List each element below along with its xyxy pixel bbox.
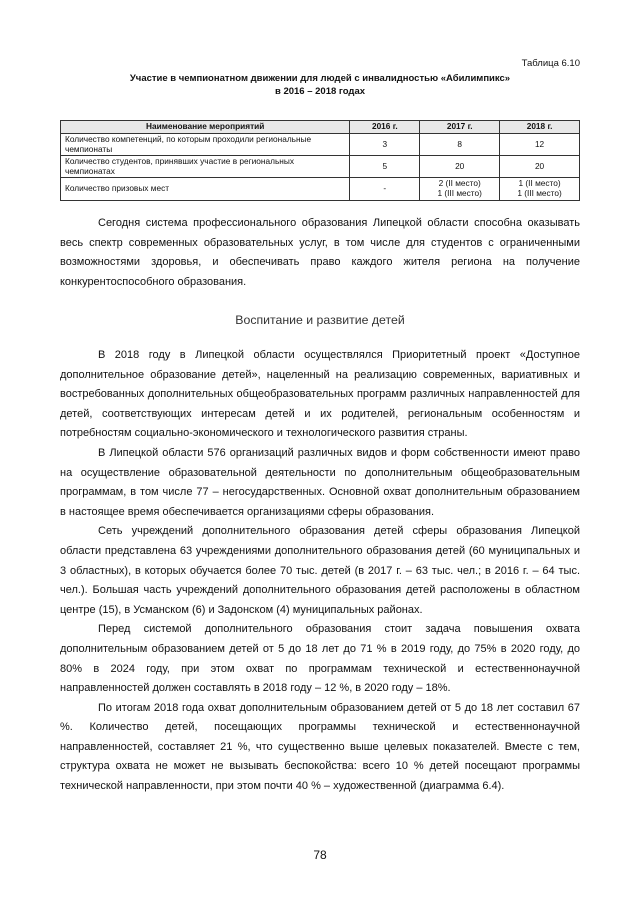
table-header-row — [61, 121, 580, 134]
cell-2017 — [420, 178, 500, 200]
section-title: Воспитание и развитие детей — [235, 313, 405, 327]
cell-2017-line2: 1 (III место) — [437, 187, 482, 198]
paragraph: В 2018 году в Липецкой области осуществлялся Приоритетный проект «Доступное дополнительное образование детей», нацеленный на реализацию современных, вариативных и востребованных дополнительных общеобразовательных программ различных направленностей для детей, соответствующих интересам детей и их родителей, региональным особенностям и потребностям социально-экономического и технологического развития страны. — [60, 349, 580, 440]
table-row — [61, 134, 580, 156]
cell-2017: 20 — [420, 156, 500, 178]
table-number: Таблица 6.10 — [521, 58, 580, 69]
table-title-line2: в 2016 – 2018 годах — [274, 86, 366, 97]
abilympics-table — [60, 120, 580, 201]
cell-2018: 20 — [500, 156, 580, 178]
body-text — [60, 346, 580, 797]
header-2017: 2017 г. — [420, 121, 500, 134]
paragraph: По итогам 2018 года охват дополнительным образованием детей от 5 до 18 лет составил 67 %. Количество детей, посещающих программы технической и естественнонаучной направленностей, составляет 21 %, что существенно выше целевых показателей. Вместе с тем, структура охвата не может не вызывать беспокойства: всего 10 % детей посещают программы технической направленности, при этом почти 40 % – художественной (диаграмма 6.4). — [60, 701, 580, 793]
paragraph: В Липецкой области 576 организаций различных видов и форм собственности имеют право на осуществление образовательной деятельности по дополнительным общеобразовательным программам, в том числе 77 – негосударственных. Основной охват дополнительным образованием в настоящее время обеспечивается организациями сферы образования. — [60, 446, 580, 518]
cell-2017-line1: 2 (II место) — [438, 178, 481, 189]
intro-paragraph: Сегодня система профессионального образования Липецкой области способна оказывать весь спектр современных образовательных услуг, в том числе для студентов с ограниченными возможностями здоровья, и обеспечивать право каждого жителя региона на получение конкурентоспособного образования. — [60, 217, 580, 288]
table-title — [60, 72, 580, 98]
cell-2016: 5 — [350, 156, 420, 178]
page-number: 78 — [313, 848, 327, 862]
row-name: Количество студентов, принявших участие в региональных чемпионатах — [61, 156, 350, 178]
cell-2016: 3 — [350, 134, 420, 156]
table-row — [61, 178, 580, 200]
cell-2018: 12 — [500, 134, 580, 156]
paragraph: Сеть учреждений дополнительного образования детей сферы образования Липецкой области представлена 63 учреждениями дополнительного образования детей (60 муниципальных и 3 областных), в которых обучается более 70 тыс. детей (в 2017 г. – 63 тыс. чел.; в 2016 г. – 64 тыс. чел.). Большая часть учреждений дополнительного образования детей расположены в областном центре (15), в Усманском (6) и Задонском (4) муниципальных районах. — [60, 525, 580, 616]
cell-2017: 8 — [420, 134, 500, 156]
row-name: Количество компетенций, по которым проходили региональные чемпионаты — [61, 134, 350, 156]
table-title-line1: Участие в чемпионатном движении для людей с инвалидностью «Абилимпикс» — [129, 73, 511, 84]
cell-2018-line1: 1 (II место) — [518, 178, 561, 189]
cell-2018 — [500, 178, 580, 200]
table-row — [61, 156, 580, 178]
row-name: Количество призовых мест — [61, 178, 350, 200]
paragraph: Перед системой дополнительного образования стоит задача повышения охвата дополнительным образованием детей от 5 до 18 лет до 71 % в 2019 году, до 75% в 2020 году, до 80% в 2024 году, при этом охват по программам технической и естественнонаучной направленностей должен составлять в 2018 году – 12 %, в 2020 году – 18%. — [60, 623, 580, 695]
cell-2018-line2: 1 (III место) — [517, 187, 562, 198]
intro-block — [60, 214, 580, 292]
header-2018: 2018 г. — [500, 121, 580, 134]
header-2016: 2016 г. — [350, 121, 420, 134]
cell-2016: - — [350, 178, 420, 200]
header-name: Наименование мероприятий — [61, 121, 350, 134]
